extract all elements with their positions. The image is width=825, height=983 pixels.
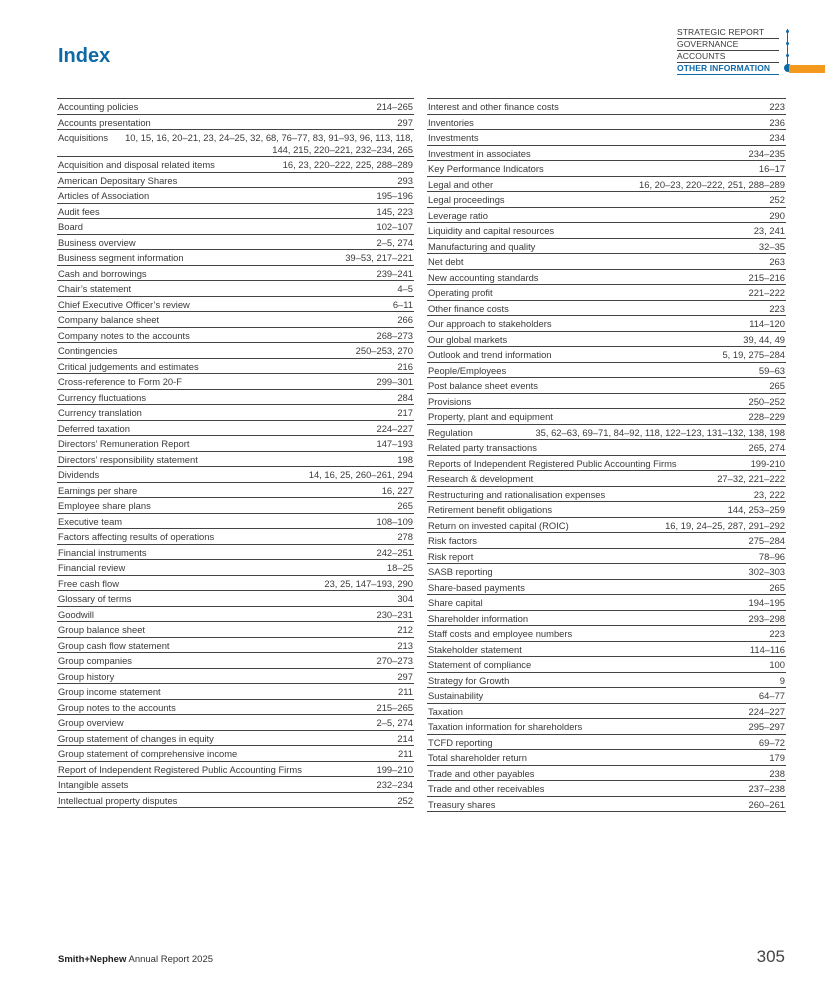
index-pages: 252 (397, 794, 413, 806)
index-term: Our global markets (428, 333, 508, 345)
footer-brand (58, 954, 213, 965)
index-pages: 213 (397, 639, 413, 651)
index-term: Goodwill (58, 608, 94, 620)
index-entry[interactable] (427, 315, 786, 331)
nav-other-information[interactable]: OTHER INFORMATION (677, 63, 779, 75)
index-pages: 237–238 (748, 783, 785, 794)
index-entry[interactable] (427, 641, 786, 657)
index-pages: 23, 222 (753, 488, 785, 500)
index-term: Glossary of terms (58, 593, 132, 604)
index-entry[interactable] (57, 606, 414, 622)
index-term: People/Employees (428, 364, 507, 376)
index-term: SASB reporting (428, 566, 493, 577)
index-pages: 108–109 (376, 515, 413, 527)
index-term: Our approach to stakeholders (428, 318, 552, 329)
index-entry[interactable] (57, 528, 414, 544)
index-pages: 223 (769, 302, 785, 314)
index-pages: 199-210 (750, 457, 785, 469)
index-term: Legal and other (428, 178, 494, 190)
index-pages: 102–107 (376, 221, 413, 232)
index-term: Accounts presentation (58, 116, 151, 128)
index-pages: 297 (397, 116, 413, 128)
index-entry[interactable] (427, 331, 786, 347)
nav-strategic-report[interactable]: STRATEGIC REPORT (677, 27, 779, 39)
index-term: Net debt (428, 256, 464, 267)
index-term: Executive team (58, 515, 123, 527)
index-term: Reports of Independent Registered Public Accounting Firms (428, 457, 677, 469)
index-term: Retirement benefit obligations (428, 504, 553, 515)
index-entry[interactable] (427, 672, 786, 688)
index-pages: 250–252 (748, 395, 785, 407)
index-term: Interest and other finance costs (428, 101, 559, 112)
index-entry[interactable] (57, 482, 414, 498)
index-pages: 238 (769, 767, 785, 779)
index-term: Factors affecting results of operations (58, 531, 215, 542)
index-term: Manufacturing and quality (428, 240, 536, 252)
index-pages: 232–234 (376, 779, 413, 790)
index-pages: 2–5, 274 (376, 717, 413, 728)
index-entry[interactable] (57, 404, 414, 420)
page-title: Index (58, 45, 111, 67)
index-entry[interactable] (427, 346, 786, 362)
index-entry[interactable] (57, 745, 414, 761)
index-entry[interactable] (57, 761, 414, 777)
index-pages: 194–195 (748, 597, 785, 608)
index-pages: 215–265 (376, 701, 413, 713)
index-entry[interactable] (427, 517, 786, 533)
index-pages: 217 (397, 407, 413, 418)
index-term: Currency translation (58, 407, 142, 418)
index-pages: 230–231 (376, 608, 413, 620)
index-pages: 10, 15, 16, 20–21, 23, 24–25, 32, 68, 76–77, 83, 91–93, 96, 113, 118, 144, 215, 220–221, 232–234, 265 (125, 132, 413, 155)
index-pages: 297 (397, 670, 413, 682)
index-term: Financial instruments (58, 546, 147, 558)
index-term: Acquisition and disposal related items (58, 159, 215, 170)
index-entry[interactable] (427, 408, 786, 424)
index-entry[interactable] (57, 218, 414, 234)
index-entry[interactable] (427, 548, 786, 564)
index-entry[interactable] (57, 683, 414, 699)
index-pages: 250–253, 270 (355, 345, 413, 356)
index-entry[interactable] (57, 513, 414, 529)
index-term: Directors’ Remuneration Report (58, 438, 190, 449)
index-entry[interactable] (427, 145, 786, 161)
index-entry[interactable] (57, 637, 414, 653)
index-pages: 278 (397, 531, 413, 542)
index-term: Critical judgements and estimates (58, 360, 199, 372)
index-entry[interactable] (427, 439, 786, 455)
index-pages: 265 (769, 380, 785, 391)
nav-connector-line (787, 29, 788, 68)
index-pages: 265 (769, 581, 785, 593)
index-entry[interactable] (57, 699, 414, 715)
index-term: Directors’ responsibility statement (58, 453, 198, 465)
index-entry[interactable] (427, 114, 786, 130)
index-entry[interactable] (57, 280, 414, 296)
index-term: Intellectual property disputes (58, 794, 178, 806)
index-entry[interactable] (57, 559, 414, 575)
index-pages: 290 (769, 209, 785, 221)
index-term: Employee share plans (58, 500, 151, 511)
index-term: Articles of Association (58, 190, 150, 201)
index-entry[interactable] (427, 160, 786, 176)
index-pages: 64–77 (758, 690, 785, 701)
index-entry[interactable] (427, 424, 786, 440)
index-pages: 224–227 (748, 705, 785, 717)
index-term: Staff costs and employee numbers (428, 628, 573, 639)
index-pages: 293–298 (748, 612, 785, 624)
index-entry[interactable] (57, 234, 414, 250)
index-entry[interactable] (57, 497, 414, 513)
index-term: Group statement of changes in equity (58, 732, 214, 744)
index-term: Inventories (428, 116, 474, 128)
index-pages: 2–5, 274 (376, 236, 413, 248)
index-pages: 265 (397, 500, 413, 511)
index-entry[interactable] (427, 284, 786, 300)
index-term: Other finance costs (428, 302, 509, 314)
index-entry[interactable] (57, 373, 414, 389)
index-entry[interactable] (427, 362, 786, 378)
index-term: Acquisitions (58, 132, 109, 143)
index-entry[interactable] (57, 714, 414, 730)
index-entry[interactable] (57, 358, 414, 374)
index-entry[interactable] (57, 730, 414, 746)
index-term: Key Performance Indicators (428, 163, 544, 174)
index-pages: 284 (397, 391, 413, 403)
index-term: Earnings per share (58, 484, 138, 496)
index-entry[interactable] (427, 625, 786, 641)
index-entry[interactable] (57, 590, 414, 606)
index-entry[interactable] (427, 563, 786, 579)
index-term: TCFD reporting (428, 736, 493, 748)
index-entry[interactable] (57, 98, 414, 114)
index-term: Taxation (428, 705, 463, 717)
index-pages: 199–210 (376, 763, 413, 775)
index-term: Investments (428, 132, 479, 143)
index-entry[interactable] (427, 238, 786, 254)
index-entry[interactable] (427, 796, 786, 813)
index-pages: 293 (397, 174, 413, 186)
index-pages: 215–216 (748, 271, 785, 283)
index-term: Trade and other payables (428, 767, 535, 779)
index-term: Group statement of comprehensive income (58, 748, 238, 759)
index-entry[interactable] (57, 466, 414, 482)
index-entry[interactable] (427, 176, 786, 192)
index-term: Regulation (428, 426, 473, 438)
index-term: Investment in associates (428, 147, 531, 159)
index-term: Group overview (58, 717, 124, 728)
index-entry[interactable] (57, 327, 414, 343)
index-entry[interactable] (427, 207, 786, 223)
index-pages: 144, 253–259 (727, 504, 785, 515)
index-pages: 224–227 (376, 422, 413, 434)
index-term: Group cash flow statement (58, 639, 170, 651)
index-term: Treasury shares (428, 798, 496, 810)
index-entry[interactable] (57, 451, 414, 467)
index-entry[interactable] (57, 792, 414, 809)
index-term: Financial review (58, 562, 126, 573)
index-pages: 69–72 (758, 736, 785, 748)
index-pages: 302–303 (748, 566, 785, 577)
index-pages: 32–35 (758, 240, 785, 252)
index-column-left (57, 98, 414, 808)
index-term: Strategy for Growth (428, 674, 510, 686)
index-term: Risk factors (428, 535, 477, 546)
section-nav (677, 26, 825, 78)
index-term: Property, plant and equipment (428, 411, 553, 422)
index-entry[interactable] (427, 501, 786, 517)
index-term: Group balance sheet (58, 624, 146, 635)
index-pages: 179 (769, 752, 785, 763)
index-pages: 263 (769, 256, 785, 267)
index-pages: 4–5 (397, 283, 413, 294)
index-term: Chair’s statement (58, 283, 132, 294)
index-pages: 114–120 (749, 318, 785, 329)
index-entry[interactable] (57, 156, 414, 172)
index-pages: 221–222 (748, 287, 785, 298)
index-entry[interactable] (57, 187, 414, 203)
index-pages: 198 (397, 453, 413, 465)
index-entry[interactable] (57, 544, 414, 560)
index-pages: 39, 44, 49 (743, 333, 785, 345)
index-pages: 223 (769, 101, 785, 112)
index-entry[interactable] (57, 203, 414, 219)
index-term: Group companies (58, 655, 132, 666)
index-entry[interactable] (427, 377, 786, 393)
index-pages: 299–301 (376, 376, 413, 387)
index-term: Chief Executive Officer’s review (58, 298, 190, 310)
index-entry[interactable] (427, 269, 786, 285)
index-term: American Depositary Shares (58, 174, 178, 186)
index-entry[interactable] (427, 765, 786, 781)
index-term: Audit fees (58, 205, 100, 217)
index-term: New accounting standards (428, 271, 539, 283)
index-pages: 16, 20–23, 220–222, 251, 288–289 (639, 178, 785, 190)
index-entry[interactable] (57, 249, 414, 265)
index-entry[interactable] (427, 656, 786, 672)
index-entry[interactable] (427, 594, 786, 610)
index-pages: 16, 19, 24–25, 287, 291–292 (665, 519, 785, 531)
index-term: Cross-reference to Form 20-F (58, 376, 182, 387)
index-pages: 16, 23, 220–222, 225, 288–289 (282, 159, 413, 170)
index-term: Post balance sheet events (428, 380, 538, 391)
index-term: Legal proceedings (428, 194, 505, 205)
index-term: Deferred taxation (58, 422, 130, 434)
index-entry[interactable] (57, 575, 414, 591)
index-pages: 260–261 (748, 798, 785, 810)
index-entry[interactable] (427, 455, 786, 471)
index-entry[interactable] (427, 129, 786, 145)
index-term: Taxation information for shareholders (428, 721, 583, 732)
index-entry[interactable] (427, 253, 786, 269)
index-term: Dividends (58, 469, 100, 480)
index-pages: 234–235 (748, 147, 785, 159)
index-term: Restructuring and rationalisation expenses (428, 488, 606, 500)
index-pages: 100 (769, 659, 785, 670)
index-term: Leverage ratio (428, 209, 488, 221)
index-entry[interactable] (57, 621, 414, 637)
index-term: Stakeholder statement (428, 643, 522, 655)
report-name: Annual Report 2025 (128, 954, 214, 965)
index-entry[interactable] (57, 389, 414, 405)
index-entry[interactable] (57, 129, 414, 156)
brand-name: Smith+Nephew (58, 954, 127, 965)
index-pages: 216 (397, 360, 413, 372)
index-entry[interactable] (427, 703, 786, 719)
nav-dot (786, 30, 789, 33)
index-term: Share capital (428, 597, 483, 608)
index-entry[interactable] (427, 470, 786, 486)
page-number: 305 (756, 947, 785, 966)
index-entry[interactable] (427, 610, 786, 626)
index-pages: 275–284 (748, 535, 785, 546)
index-entry[interactable] (427, 579, 786, 595)
index-entry[interactable] (427, 734, 786, 750)
index-pages: 234 (769, 132, 785, 143)
index-term: Intangible assets (58, 779, 129, 790)
index-term: Trade and other receivables (428, 783, 545, 794)
nav-active-marker (789, 65, 825, 73)
index-column-right (427, 98, 786, 812)
index-pages: 270–273 (376, 655, 413, 666)
index-pages: 14, 16, 25, 260–261, 294 (308, 469, 413, 480)
index-pages: 242–251 (376, 546, 413, 558)
index-term: Contingencies (58, 345, 118, 356)
index-entry[interactable] (57, 311, 414, 327)
index-entry[interactable] (427, 222, 786, 238)
index-term: Report of Independent Registered Public Accounting Firms (58, 763, 302, 775)
index-pages: 239–241 (376, 267, 413, 279)
index-entry[interactable] (57, 420, 414, 436)
nav-dot (786, 54, 789, 57)
index-term: Return on invested capital (ROIC) (428, 519, 569, 531)
index-entry[interactable] (57, 652, 414, 668)
index-entry[interactable] (57, 172, 414, 188)
index-entry[interactable] (427, 486, 786, 502)
index-entry[interactable] (57, 435, 414, 451)
index-term: Total shareholder return (428, 752, 528, 763)
index-pages: 266 (397, 314, 413, 325)
index-entry[interactable] (57, 114, 414, 130)
index-entry[interactable] (427, 532, 786, 548)
index-pages: 252 (769, 194, 785, 205)
nav-dot (786, 42, 789, 45)
index-term: Share-based payments (428, 581, 525, 593)
index-term: Sustainability (428, 690, 484, 701)
index-pages: 214–265 (376, 101, 413, 112)
index-term: Shareholder information (428, 612, 529, 624)
index-pages: 214 (397, 732, 413, 744)
index-pages: 78–96 (758, 550, 785, 562)
index-term: Currency fluctuations (58, 391, 147, 403)
index-entry[interactable] (427, 393, 786, 409)
index-pages: 212 (397, 624, 413, 635)
index-pages: 23, 241 (753, 225, 785, 236)
index-term: Group history (58, 670, 115, 682)
index-pages: 295–297 (748, 721, 785, 732)
index-pages: 16–17 (758, 163, 785, 174)
index-pages: 147–193 (376, 438, 413, 449)
index-entry[interactable] (427, 191, 786, 207)
index-pages: 145, 223 (376, 205, 413, 217)
index-term: Free cash flow (58, 577, 119, 589)
index-entry[interactable] (427, 98, 786, 114)
index-term: Company balance sheet (58, 314, 160, 325)
index-term: Risk report (428, 550, 474, 562)
index-pages: 23, 25, 147–193, 290 (324, 577, 413, 589)
nav-accounts[interactable]: ACCOUNTS (677, 51, 779, 63)
index-pages: 223 (769, 628, 785, 639)
index-pages: 35, 62–63, 69–71, 84–92, 118, 122–123, 131–132, 138, 198 (535, 426, 785, 438)
index-pages: 114–116 (749, 643, 785, 655)
index-term: Research & development (428, 473, 534, 484)
index-entry[interactable] (427, 300, 786, 316)
index-pages: 59–63 (758, 364, 785, 376)
index-pages: 18–25 (386, 562, 413, 573)
index-term: Statement of compliance (428, 659, 532, 670)
index-term: Group income statement (58, 686, 161, 697)
index-term: Operating profit (428, 287, 493, 298)
index-pages: 195–196 (376, 190, 413, 201)
index-term: Outlook and trend information (428, 349, 552, 360)
index-pages: 228–229 (748, 411, 785, 422)
index-term: Business overview (58, 236, 136, 248)
index-pages: 9 (779, 674, 785, 686)
index-pages: 5, 19, 275–284 (722, 349, 785, 360)
index-entry[interactable] (427, 718, 786, 734)
index-pages: 211 (398, 686, 413, 697)
index-entry[interactable] (57, 265, 414, 281)
index-term: Provisions (428, 395, 472, 407)
index-entry[interactable] (427, 687, 786, 703)
index-term: Group notes to the accounts (58, 701, 176, 713)
index-pages: 236 (769, 116, 785, 128)
index-term: Related party transactions (428, 442, 537, 453)
index-pages: 39–53, 217–221 (345, 252, 413, 263)
index-pages: 265, 274 (748, 442, 785, 453)
index-entry[interactable] (427, 749, 786, 765)
index-entry[interactable] (57, 776, 414, 792)
index-pages: 211 (398, 748, 413, 759)
index-term: Accounting policies (58, 101, 139, 112)
index-term: Cash and borrowings (58, 267, 147, 279)
nav-governance[interactable]: GOVERNANCE (677, 39, 779, 51)
index-pages: 27–32, 221–222 (717, 473, 785, 484)
index-entry[interactable] (57, 668, 414, 684)
index-entry[interactable] (427, 780, 786, 796)
index-term: Liquidity and capital resources (428, 225, 555, 236)
index-entry[interactable] (57, 296, 414, 312)
index-pages: 16, 227 (381, 484, 413, 496)
index-term: Company notes to the accounts (58, 329, 190, 341)
index-term: Board (58, 221, 84, 232)
index-pages: 304 (397, 593, 413, 604)
index-pages: 268–273 (376, 329, 413, 341)
index-pages: 6–11 (392, 298, 413, 310)
index-term: Business segment information (58, 252, 184, 263)
index-entry[interactable] (57, 342, 414, 358)
